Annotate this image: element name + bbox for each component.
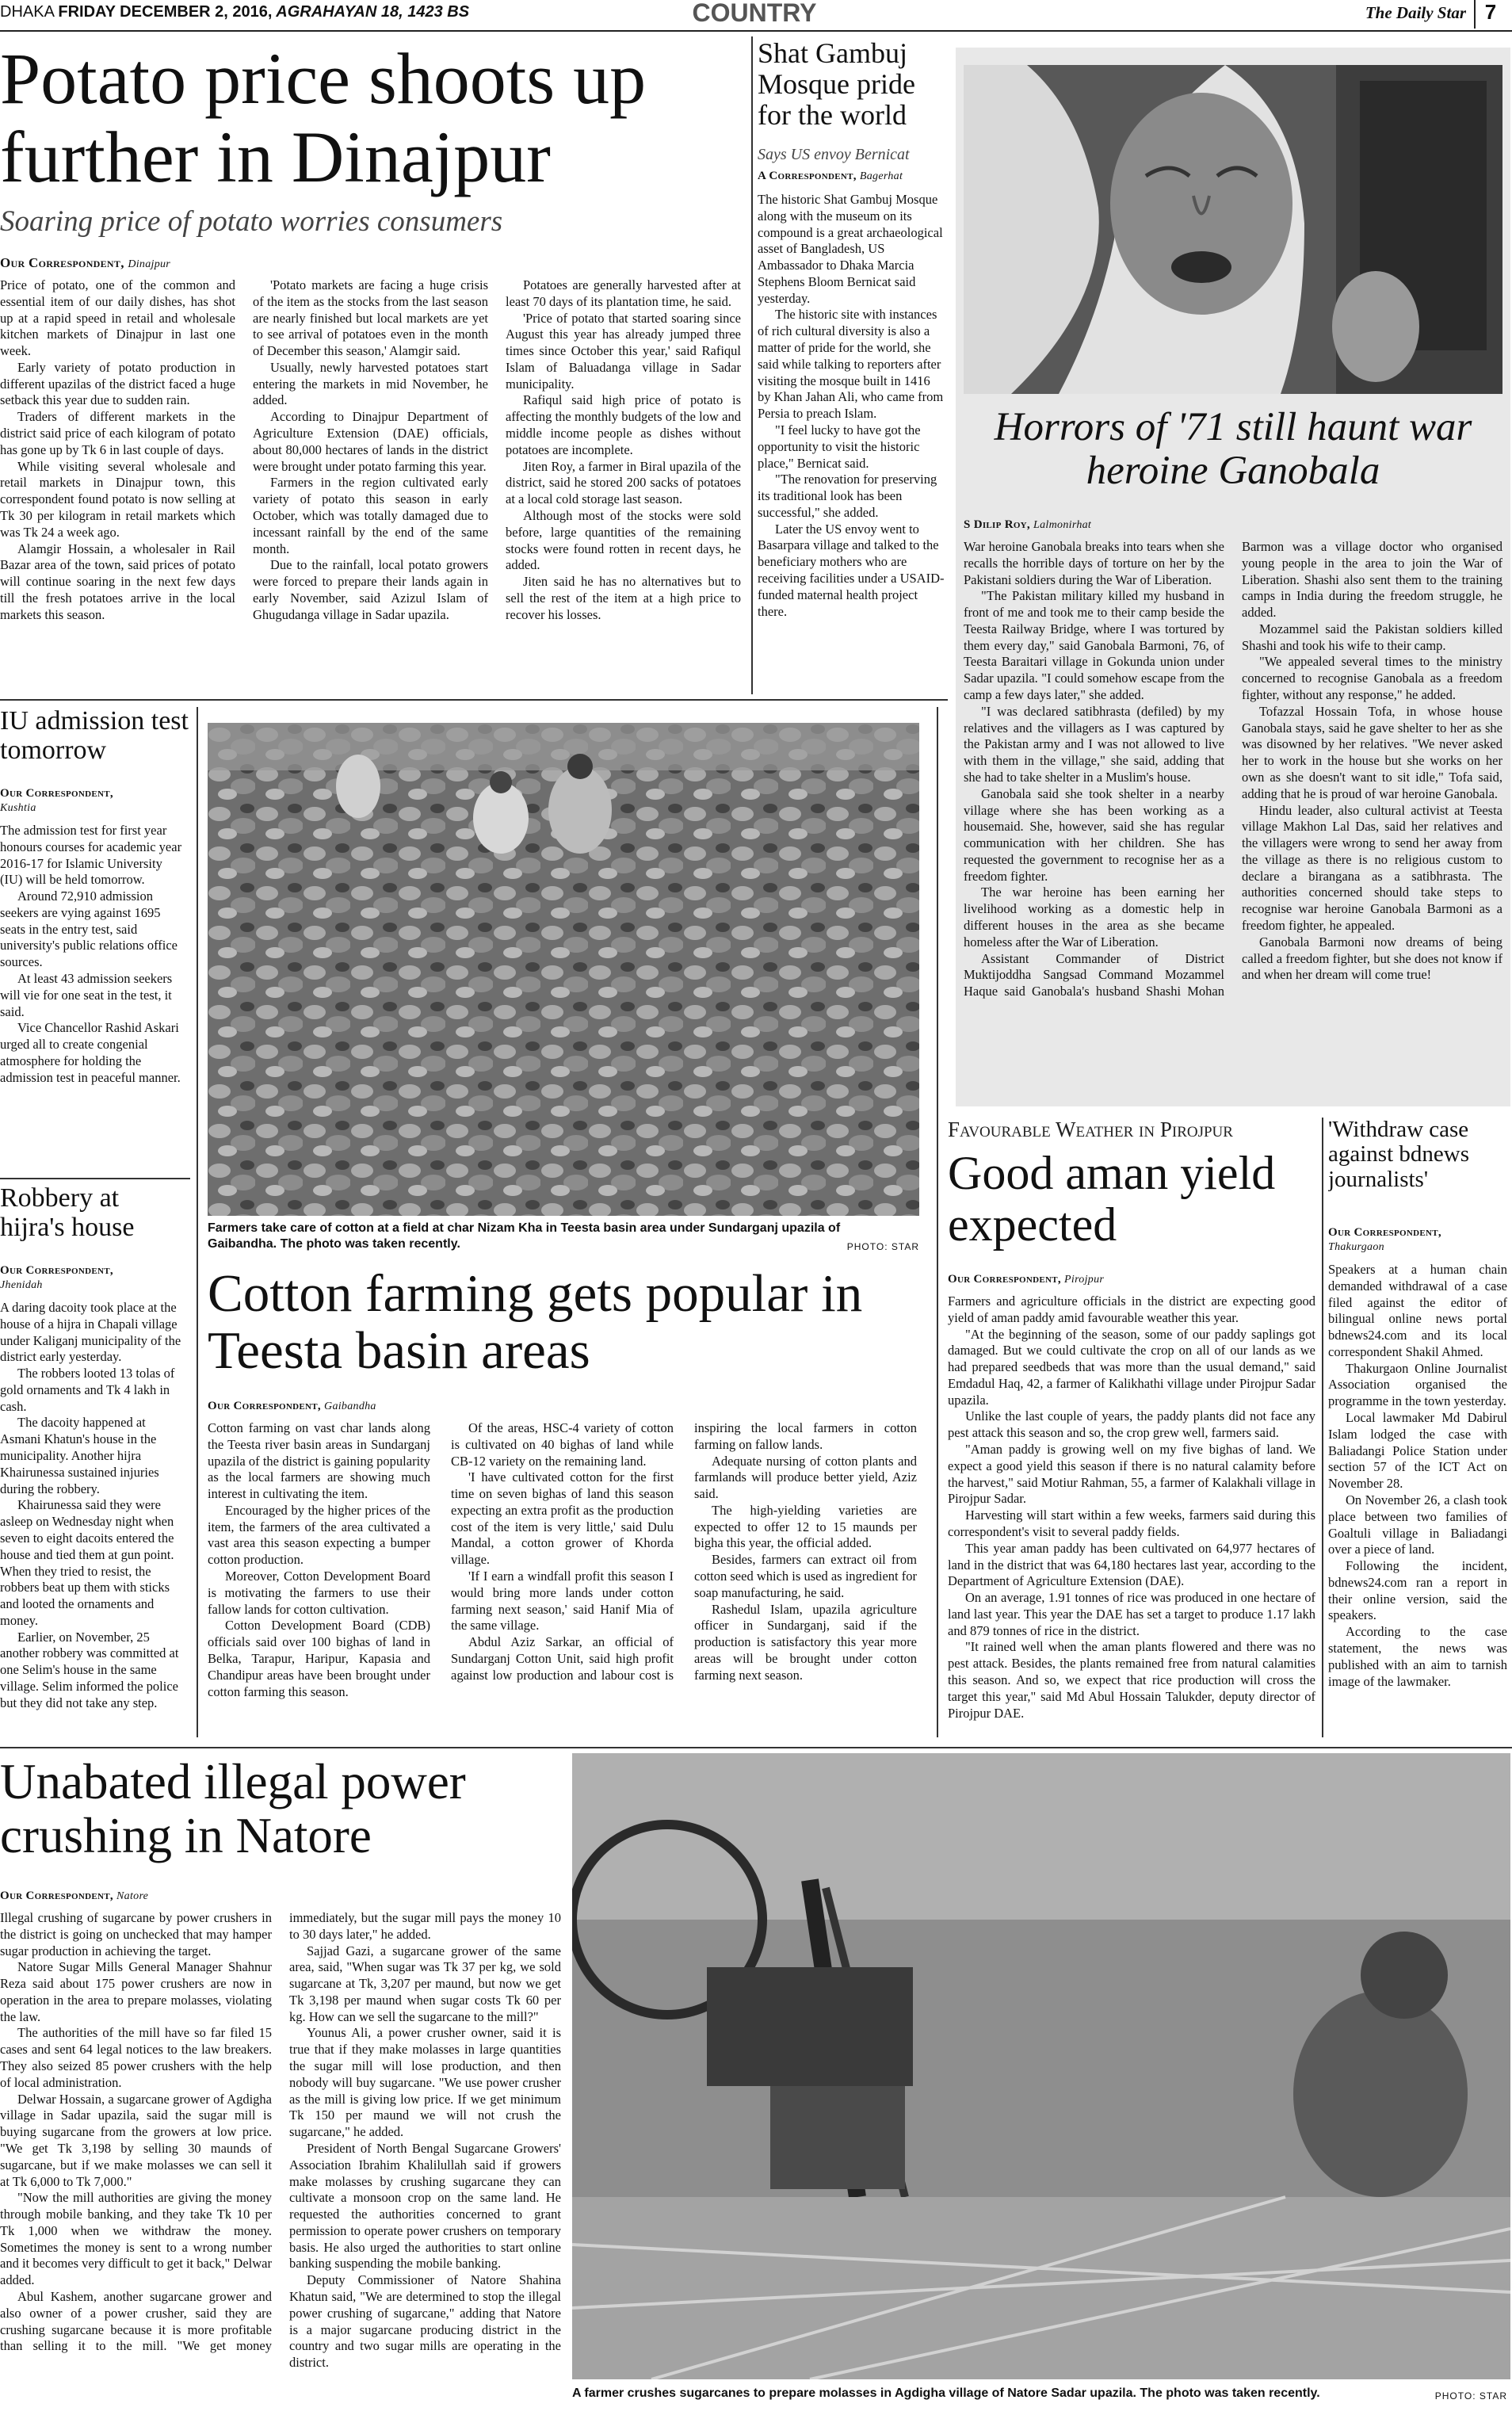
page-number: 7 bbox=[1474, 0, 1506, 29]
horizontal-rule bbox=[0, 1178, 190, 1179]
paragraph: Unlike the last couple of years, the paddy plants did not face any pest attack this season and so, the crop grew well, farmers said. bbox=[948, 1408, 1315, 1441]
paragraph: "At the beginning of the season, some of our paddy saplings got damaged. But we could cultivate the crop on all of our lands as we had prepared seedbeds that was more than the usual demand," said Emdadul Haq, 42, a farmer of Kalikhathi village under Pirojpur Sadar upazila. bbox=[948, 1326, 1315, 1408]
ganobala-body bbox=[964, 539, 1502, 1099]
paragraph: Later the US envoy went to Basarpara village and talked to the beneficiary mothers who are receiving facilities under a USAID-funded maternal health project there. bbox=[758, 521, 945, 619]
cotton-photo-credit: PHOTO: STAR bbox=[846, 1241, 919, 1252]
paper-logo: The Daily Star bbox=[1365, 3, 1466, 22]
cotton-photo-caption: Farmers take care of cotton at a field at char Nizam Kha in Teesta basin area under Sundarganj upazila of Gaibandha. The photo was taken recently. bbox=[208, 1221, 841, 1251]
paragraph: On November 26, a clash took place between two families of Goaltuli village in Baliadangi over a piece of land. bbox=[1328, 1492, 1507, 1557]
paragraph: The war heroine has been earning her livelihood working as a domestic help in different houses in the area as she became homeless after the War of Liberation. bbox=[964, 885, 1224, 950]
byline-text: Our Correspondent, bbox=[208, 1400, 321, 1412]
iu-body bbox=[0, 823, 187, 1171]
paragraph: The admission test for first year honours courses for academic year 2016-17 for Islamic University (IU) will be held tomorrow. bbox=[0, 823, 182, 888]
paragraph: Khairunessa said they were asleep on Wednesday night when seven to eight dacoits entered the house and tied them at gun point. When they tried to resist, the robbers beat up them with sticks and looted the ornaments and money. bbox=[0, 1497, 174, 1628]
paragraph: The robbers looted 13 tolas of gold ornaments and Tk 4 lakh in cash. bbox=[0, 1366, 175, 1414]
paragraph: Jiten said he has no alternatives but to sell the rest of the item at a high price to recover his losses. bbox=[506, 574, 741, 622]
article-robbery bbox=[0, 1184, 190, 1739]
horizontal-rule bbox=[0, 1747, 1512, 1748]
cotton-byline bbox=[208, 1400, 461, 1417]
byline-place: Pirojpur bbox=[1064, 1274, 1105, 1286]
paragraph: According to the case statement, the news was published with an aim to tarnish image of the lawmaker. bbox=[1328, 1624, 1507, 1689]
paragraph: 'Potato markets are facing a huge crisis of the item as the stocks from the last season are nearly finished but local markets are yet to see arrival of potatoes even in the month of December this season,' Alamgir said. bbox=[253, 277, 488, 359]
paragraph: Farmers and agriculture officials in the district are expecting good yield of aman paddy amid favourable weather this year. bbox=[948, 1293, 1315, 1325]
paragraph: The high-yielding varieties are expected to offer 12 to 15 maunds per bigha this year, the official added. bbox=[694, 1502, 917, 1551]
paragraph: "Now the mill authorities are giving the money through mobile banking, and they take Tk 10 per Tk 1,000 when we withdraw the money. Sometimes the money is sent to a wrong number and it becomes very difficult to get it back," Delwar added. bbox=[0, 2190, 272, 2288]
portrait-illustration bbox=[964, 65, 1502, 394]
paragraph: Mozammel said the Pakistan soldiers killed Shashi and took his wife to their camp. bbox=[1242, 621, 1502, 653]
section-label: COUNTRY bbox=[692, 0, 817, 27]
natore-photo-caption: A farmer crushes sugarcanes to prepare molasses in Agdigha village of Natore Sadar upazila. The photo was taken recently. bbox=[572, 2386, 1320, 2400]
paragraph: Illegal crushing of sugarcane by power crushers in the district is going on unchecked that may hamper sugar production in achieving the target. bbox=[0, 1910, 272, 1958]
paragraph: Vice Chancellor Rashid Askari urged all to create congenial atmosphere for holding the admission test in peaceful manner. bbox=[0, 1020, 181, 1085]
masthead bbox=[0, 0, 1512, 32]
natore-byline bbox=[0, 1890, 254, 1907]
paragraph: Assistant Commander of District Muktijoddha Sangsad Command Mozammel Haque said Ganobala's husband Shashi Mohan Barmon was a village doctor who organised young people in the area to join the War of Liberation. Shashi also sent them to the training camps in India during the freedom struggle, he added. bbox=[964, 539, 1502, 999]
paragraph: 'Price of potato that started soaring since August this year has already jumped three times since October this year,' said Rafiqul Islam of Baluadanga village in Sadar municipality. bbox=[506, 310, 741, 392]
bdnews-headline: 'Withdraw case against bdnews journalists' bbox=[1328, 1118, 1469, 1192]
paragraph: "We appealed several times to the ministry concerned to recognise Ganobala as a freedom fighter, without any response," he added. bbox=[1242, 654, 1502, 703]
paragraph: War heroine Ganobala breaks into tears when she recalls the horrible days of torture on her by the Pakistani soldiers during the War of Liberation. bbox=[964, 539, 1224, 587]
paragraph: Ganobala said she took shelter in a nearby village where she has been working as a housemaid. She, however, said she has regular communication with her children. She has requested the government to recognise her as a freedom fighter. bbox=[964, 785, 1224, 884]
paragraph: Of the areas, HSC-4 variety of cotton is cultivated on 40 bighas of land while CB-12 variety on the remaining land. bbox=[451, 1420, 674, 1469]
paragraph: 'I have cultivated cotton for the first time on seven bighas of land this season expecting an extra profit as the production cost of the item is very little,' said Dulu Mandal, a cotton grower of Khorda village. bbox=[451, 1469, 674, 1568]
byline-text: Our Correspondent, bbox=[0, 1890, 113, 1902]
natore-headline: Unabated illegal power crushing in Natore bbox=[0, 1755, 466, 1864]
column-rule bbox=[197, 707, 198, 1737]
paragraph: Deputy Commissioner of Natore Shahina Khatun said, "We are determined to stop the illegal power crushing of sugarcane," adding that Natore is a major sugarcane producing district in the country and two sugar mills are operating in the district. bbox=[289, 2272, 561, 2371]
ganobala-byline bbox=[964, 518, 1201, 536]
paragraph: Around 72,910 admission seekers are vying against 1695 seats in the entry test, said university's public relations office sources. bbox=[0, 888, 178, 970]
paragraph: Delwar Hossain, a sugarcane grower of Agdigha village in Sadar upazila, said the sugar mill is buying sugarcane from the growers at low price. "We get Tk 3,198 by selling 30 maunds of sugarcane, but if we make molasses we can sell it at Tk 6,000 to Tk 7,000." bbox=[0, 2091, 272, 2189]
byline-text: Our Correspondent, bbox=[0, 1264, 113, 1277]
paragraph: This year aman paddy has been cultivated on 64,977 hectares of land in the district that was 64,180 hectares last year, according to the Department of Agriculture Extension (DAE). bbox=[948, 1540, 1315, 1589]
paragraph: Thakurgaon Online Journalist Association organised the programme in the town yesterday. bbox=[1328, 1360, 1507, 1409]
paragraph: "It rained well when the aman plants flowered and there was no pest attack. Besides, the plants remained free from natural calamities this season. And so, we expect that rice production will cross the target this year," said Md Abul Hossain Talukder, deputy director of Pirojpur DAE. bbox=[948, 1639, 1315, 1721]
paragraph: Local lawmaker Md Dabirul Islam lodged the case with Baliadangi Police Station under section 57 of the ICT Act on November 28. bbox=[1328, 1410, 1507, 1492]
paragraph: The dacoity happened at Asmani Khatun's house in the municipality. Another hijra Khairunessa sustained injuries during the robbery. bbox=[0, 1415, 159, 1496]
byline-text: Our Correspondent, bbox=[1328, 1226, 1441, 1239]
aman-kicker: Favourable Weather in Pirojpur bbox=[948, 1118, 1233, 1141]
paragraph: Cotton Development Board (CDB) officials said over 100 bighas of land in Belka, Tarapur, Haripur, Kapasia and Chandipur areas have been brought under cotton farming this season. bbox=[208, 1618, 430, 1699]
byline-text: Our Correspondent, bbox=[948, 1273, 1061, 1286]
cotton-body bbox=[208, 1420, 917, 1739]
column-rule bbox=[937, 707, 938, 1737]
paragraph: Encouraged by the higher prices of the item, the farmers of the area cultivated a vast area this season expecting a bumper cotton production. bbox=[208, 1502, 430, 1568]
paragraph: According to Dinajpur Department of Agriculture Extension (DAE) officials, about 80,000 hectares of lands in the district were brought under potato farming this year. bbox=[253, 409, 488, 474]
gambuj-subhead: Says US envoy Bernicat bbox=[758, 146, 910, 163]
byline-text: A Correspondent, bbox=[758, 170, 857, 182]
paragraph: Adequate nursing of cotton plants and farmlands will produce better yield, Aziz said. bbox=[694, 1453, 917, 1502]
paragraph: At least 43 admission seekers will vie for one seat in the test, it said. bbox=[0, 971, 173, 1019]
paragraph: 'If I earn a windfall profit this season I would bring more lands under cotton farming next season,' said Hanif Mia of the same village. bbox=[451, 1569, 674, 1634]
byline-place: Gaibandha bbox=[324, 1400, 376, 1412]
natore-body bbox=[0, 1910, 561, 2409]
paragraph: Harvesting will start within a few weeks, farmers said during this correspondent's visit to several paddy fields. bbox=[948, 1507, 1315, 1539]
paragraph: Hindu leader, also cultural activist at Teesta village Makhon Lal Das, said her relatives and the villagers were wrong to send her away from the village as there is no religious custom to declare a birangana as a satibhrasta. The authorities concerned should take steps to recognise war heroine Ganobala Barmoni as a freedom fighter, he appealed. bbox=[1242, 802, 1502, 933]
paragraph: Usually, newly harvested potatoes start entering the markets in mid November, he added. bbox=[253, 359, 488, 408]
paragraph: Early variety of potato production in different upazilas of the district faced a huge setback this year due to sudden rain. bbox=[0, 359, 235, 408]
paragraph: The historic Shat Gambuj Mosque along with the museum on its compound is a great archaeological asset of Bangladesh, US Ambassador to Dhaka Marcia Stephens Bloom Bernicat said yesterday. bbox=[758, 192, 943, 306]
byline-text: Our Correspondent, bbox=[0, 787, 113, 800]
byline-place: Lalmonirhat bbox=[1033, 519, 1092, 531]
cotton-field-illustration bbox=[208, 723, 919, 1216]
horizontal-rule bbox=[0, 699, 948, 701]
cotton-headline: Cotton farming gets popular in Teesta basin areas bbox=[208, 1265, 863, 1381]
byline-place: Dinajpur bbox=[128, 258, 171, 270]
paragraph: The authorities of the mill have so far filed 15 cases and sent 64 legal notices to the law breakers. They also seized 85 power crushers with the help of local administration. bbox=[0, 2025, 272, 2090]
column-rule bbox=[751, 36, 753, 694]
article-aman bbox=[948, 1118, 1319, 1741]
paragraph: Traders of different markets in the district said price of each kilogram of potato has gone up by Tk 6 in last couple of days. bbox=[0, 409, 235, 457]
byline-text: S Dilip Roy, bbox=[964, 518, 1030, 531]
aman-byline bbox=[948, 1273, 1201, 1290]
natore-photo bbox=[572, 1753, 1510, 2379]
paragraph: "The renovation for preserving its traditional look has been successful," she added. bbox=[758, 472, 937, 520]
paragraph: Besides, farmers can extract oil from cotton seed which is used as ingredient for soap manufacturing, he said. bbox=[694, 1552, 917, 1600]
paragraph: Earlier, on November, 25 another robbery was committed at one Selim's house in the same village. Selim informed the police but they did not take any step. bbox=[0, 1629, 179, 1710]
paragraph: Although most of the stocks were sold before, large quantities of the remaining stocks were found rotten in recent days, he added. bbox=[506, 507, 741, 573]
paragraph: President of North Bengal Sugarcane Growers' Association Ibrahim Khalilullah said if growers make molasses by crushing sugarcane they can cultivate a monsoon crop on the same land. He requested the authorities concerned to grant permission to operate power crushers on temporary basis. He also urged the authorities to start online banking suspending the mobile banking. bbox=[289, 2140, 561, 2272]
potato-headline: Potato price shoots up further in Dinajpur bbox=[0, 40, 647, 198]
dateline-city: DHAKA bbox=[0, 3, 59, 21]
paragraph: Moreover, Cotton Development Board is motivating the farmers to use their fallow lands for cotton cultivation. bbox=[208, 1569, 430, 1617]
article-shat-gambuj bbox=[758, 36, 948, 694]
paragraph: While visiting several wholesale and retail markets in Dinajpur town, this correspondent found potato is now selling at Tk 30 per kilogram in retail markets which was Tk 24 a week ago. bbox=[0, 458, 235, 540]
robbery-byline bbox=[0, 1263, 190, 1295]
paragraph: Rashedul Islam, upazila agriculture officer in Sundarganj, said if the production is satisfactory this year more areas will be brought under cotton farming next season. bbox=[694, 1601, 917, 1683]
bdnews-byline bbox=[1328, 1225, 1510, 1257]
gambuj-headline: Shat Gambuj Mosque pride for the world bbox=[758, 38, 915, 131]
byline-text: Our Correspondent, bbox=[0, 255, 124, 270]
paragraph: Abdul Aziz Sarkar, an official of Sundarganj Cotton Unit, said high profit against low production and labour cost is inspiring the local farmers in cotton farming on fallow lands. bbox=[451, 1420, 917, 1683]
article-ganobala bbox=[956, 48, 1510, 1106]
paragraph: Natore Sugar Mills General Manager Shahnur Reza said about 175 power crushers are now in operation in the area to prepare molasses, violating the law. bbox=[0, 1959, 272, 2024]
aman-body bbox=[948, 1293, 1315, 1739]
bdnews-body bbox=[1328, 1262, 1507, 1737]
dateline-bengali-date: AGRAHAYAN 18, 1423 BS bbox=[272, 3, 470, 21]
sugarcane-crusher-illustration bbox=[572, 1753, 1510, 2379]
dateline-date: FRIDAY DECEMBER 2, 2016, bbox=[58, 3, 273, 21]
paragraph: Speakers at a human chain demanded withdrawal of a case filed against the editor of bilingual online news portal bdnews24.com and its local correspondent Shakil Ahmed. bbox=[1328, 1262, 1507, 1359]
paragraph: Sajjad Gazi, a sugarcane grower of the same area, said, "When sugar was Tk 37 per kg, we sold sugarcane at Tk, 3,207 per maund, but now we get Tk 3,198 per maund when sugar costs Tk 60 per kg. How can we sell the sugarcane to the mill?" bbox=[289, 1943, 561, 2024]
paragraph: A daring dacoity took place at the house of a hijra in Chapali village under Kaliganj municipality of the district early yesterday. bbox=[0, 1300, 181, 1365]
cotton-photo bbox=[208, 723, 919, 1216]
robbery-body bbox=[0, 1300, 187, 1736]
article-potato bbox=[0, 35, 745, 701]
iu-byline bbox=[0, 786, 190, 818]
paragraph: Cotton farming on vast char lands along the Teesta river basin areas in Sundarganj upazila of the district is gaining popularity as the local farmers are showing much interest in cultivating the item. bbox=[208, 1420, 430, 1502]
paragraph: The historic site with instances of rich cultural diversity is also a matter of pride for the world, she said while talking to reporters after visiting the mosque built in 1416 by Khan Jahan Ali, who came from Persia to preach Islam. bbox=[758, 307, 944, 422]
dateline bbox=[0, 3, 713, 27]
column-rule bbox=[1322, 1118, 1323, 1737]
paragraph: Younus Ali, a power crusher owner, said it is true that if they make molasses in large quantities the sugar mill will lose production, and then nobody will buy sugarcane. "We use power crusher as the mill is giving low price. If we get minimum Tk 150 per maund we will not crush the sugarcane," he added. bbox=[289, 2025, 561, 2140]
paragraph: "I was declared satibhrasta (defiled) by my relatives and the villagers as I was captured by the Pakistan army and I was not allowed to live with them in the village," she said, adding that she had to take shelter in a Muslim's house. bbox=[964, 703, 1224, 785]
paragraph: Farmers in the region cultivated early variety of potato this season in early October, which was totally damaged due to incessant rainfall by the end of the same month. bbox=[253, 475, 488, 556]
paragraph: Abul Kashem, another sugarcane grower and also owner of a power crusher, said they are crushing sugarcane because it is more profitable than selling it to the mill. "We get money immediately, but the sugar mill pays the money 10 to 30 days later," he added. bbox=[0, 1910, 561, 2354]
robbery-headline: Robbery at hijra's house bbox=[0, 1184, 135, 1242]
paragraph: "Aman paddy is growing well on my five bighas of land. We expect a good yield this season if there is no natural calamity before the harvest," said Motiur Rahman, 55, a farmer of Kalakhali village in Pirojpur Sadar. bbox=[948, 1442, 1315, 1507]
byline-place: Jhenidah bbox=[0, 1279, 43, 1291]
paragraph: Due to the rainfall, local potato growers were forced to prepare their lands again in early November, said Azizul Islam of Ghugudanga village in Sadar upazila. bbox=[253, 557, 488, 622]
gambuj-body bbox=[758, 192, 945, 691]
byline-place: Kushtia bbox=[0, 802, 36, 814]
paragraph: "The Pakistan military killed my husband in front of me and took me to their camp beside the Teesta Railway Bridge, where I was tortured by them every day," said Ganobala Barmoni, 76, of Teesta Baraitari village in Gokunda union under Sadar upazila. "I could somehow escape from the camp a few days later," she added. bbox=[964, 588, 1224, 703]
paragraph: Potatoes are generally harvested after at least 70 days of its plantation time, he said. bbox=[506, 277, 741, 309]
ganobala-headline: Horrors of '71 still haunt war heroine Ganobala bbox=[994, 406, 1472, 494]
potato-byline bbox=[0, 255, 254, 274]
ganobala-photo bbox=[964, 65, 1502, 394]
article-iu-admission bbox=[0, 707, 190, 1175]
aman-headline: Good aman yield expected bbox=[948, 1148, 1276, 1251]
gambuj-byline bbox=[758, 170, 948, 187]
paragraph: Ganobala Barmoni now dreams of being called a freedom fighter, but she does not know if and when her dream will come true! bbox=[1242, 934, 1502, 983]
article-natore bbox=[0, 1755, 563, 2413]
byline-place: Bagerhat bbox=[859, 170, 903, 182]
iu-headline: IU admission test tomorrow bbox=[0, 707, 189, 765]
byline-place: Thakurgaon bbox=[1328, 1241, 1384, 1253]
paragraph: Jiten Roy, a farmer in Biral upazila of the district, said he stored 200 sacks of potatoes at a local cold storage last season. bbox=[506, 458, 741, 507]
paragraph: "I feel lucky to have got the opportunity to visit the historic place," Bernicat said. bbox=[758, 422, 921, 471]
paragraph: Price of potato, one of the common and essential item of our daily dishes, has shot up at a rapid speed in retail and wholesale kitchen markets of Dinajpur in last one week. bbox=[0, 277, 235, 359]
paragraph: On an average, 1.91 tonnes of rice was produced in one hectare of land last year. This year the DAE has set a target to produce 1.17 lakh and 879 tonnes of rice in the district. bbox=[948, 1590, 1315, 1638]
potato-subhead: Soaring price of potato worries consumers bbox=[0, 205, 503, 238]
article-cotton bbox=[208, 1265, 919, 1741]
potato-body bbox=[0, 277, 741, 697]
byline-place: Natore bbox=[116, 1890, 149, 1902]
paragraph: Rafiqul said high price of potato is affecting the monthly budgets of the low and middle income people as dishes without potatoes are incomplete. bbox=[506, 392, 741, 457]
paragraph: Following the incident, bdnews24.com ran a report in their online version, said the speakers. bbox=[1328, 1558, 1507, 1623]
paragraph: Alamgir Hossain, a wholesaler in Rail Bazar area of the town, said prices of potato will continue soaring in the next few days till the fresh potatoes arrive in the local markets this season. bbox=[0, 541, 235, 622]
article-bdnews bbox=[1328, 1118, 1510, 1741]
natore-photo-credit: PHOTO: STAR bbox=[1434, 2390, 1507, 2402]
paragraph: Tofazzal Hossain Tofa, in whose house Ganobala stays, said he gave shelter to her as she was disowned by her relatives. "We never asked her to work in the house but she works on her own as she doesn't want to sit idle," Tofa said, adding that he is proud of war heroine Ganobala. bbox=[1242, 703, 1502, 801]
